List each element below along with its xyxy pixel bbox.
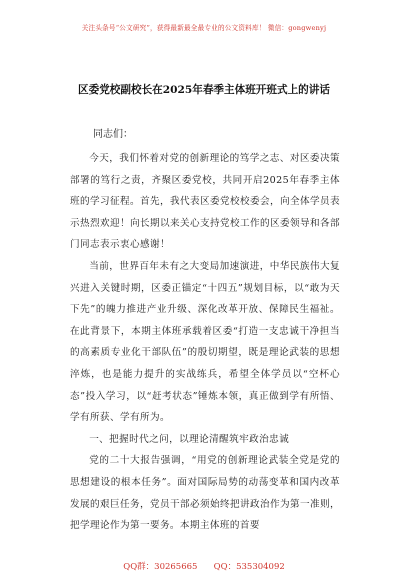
- document-title: 区委党校副校长在2025年春季主体班开班式上的讲话: [78, 84, 330, 96]
- contact-footer: [0, 560, 408, 572]
- paragraph-opening: 今天，我们怀着对党的创新理论的笃学之志、对区委决策部署的笃行之责，齐聚区委党校，共同开启2025年春季主体班的学习征程。首先，我代表区委党校校委会，向全体学员表示热烈欢迎！向长期以来关心支持党校工作的区委领导和各部门同志表示衷心感谢！: [70, 153, 340, 251]
- paragraph-section-one: 党的二十大报告强调，“用党的创新理论武装全党是党的思想建设的根本任务”。面对国际局势的动荡变革和国内改革发展的艰巨任务，党员干部必须始终把讲政治作为第一准则，把学理论作为第一要务。本期主体班的首要: [70, 455, 340, 532]
- qq-group-number: 30265665: [154, 562, 198, 572]
- qq-group-label: QQ群：: [123, 562, 155, 572]
- document-body: [70, 148, 340, 537]
- qq-label: QQ：: [213, 562, 237, 572]
- promo-header: 关注头条号“公文研究”，获得最新最全最专业的公文资料库！ 微信：gongwenyj: [81, 24, 327, 32]
- greeting: 同志们：: [93, 129, 133, 140]
- section-heading: 一、把握时代之问，以理论清醒筑牢政治忠诚: [89, 433, 290, 445]
- paragraph-background: 当前，世界百年未有之大变局加速演进，中华民族伟大复兴进入关键时期，区委正锚定“十四五”规划目标，以“敢为天下先”的魄力推进产业升级、深化改革开放、保障民生福祉。在此背景下，本期主体班承载着区委“打造一支忠诚干净担当的高素质专业化干部队伍”的殷切期望，既是理论武装的思想淬炼，也是能力提升的实战练兵，希望全体学员以“空杯心态”投入学习，以“赶考状态”锤炼本领，真正做到学有所悟、学有所获、学有所为。: [70, 260, 340, 424]
- qq-number: 535304092: [236, 562, 285, 572]
